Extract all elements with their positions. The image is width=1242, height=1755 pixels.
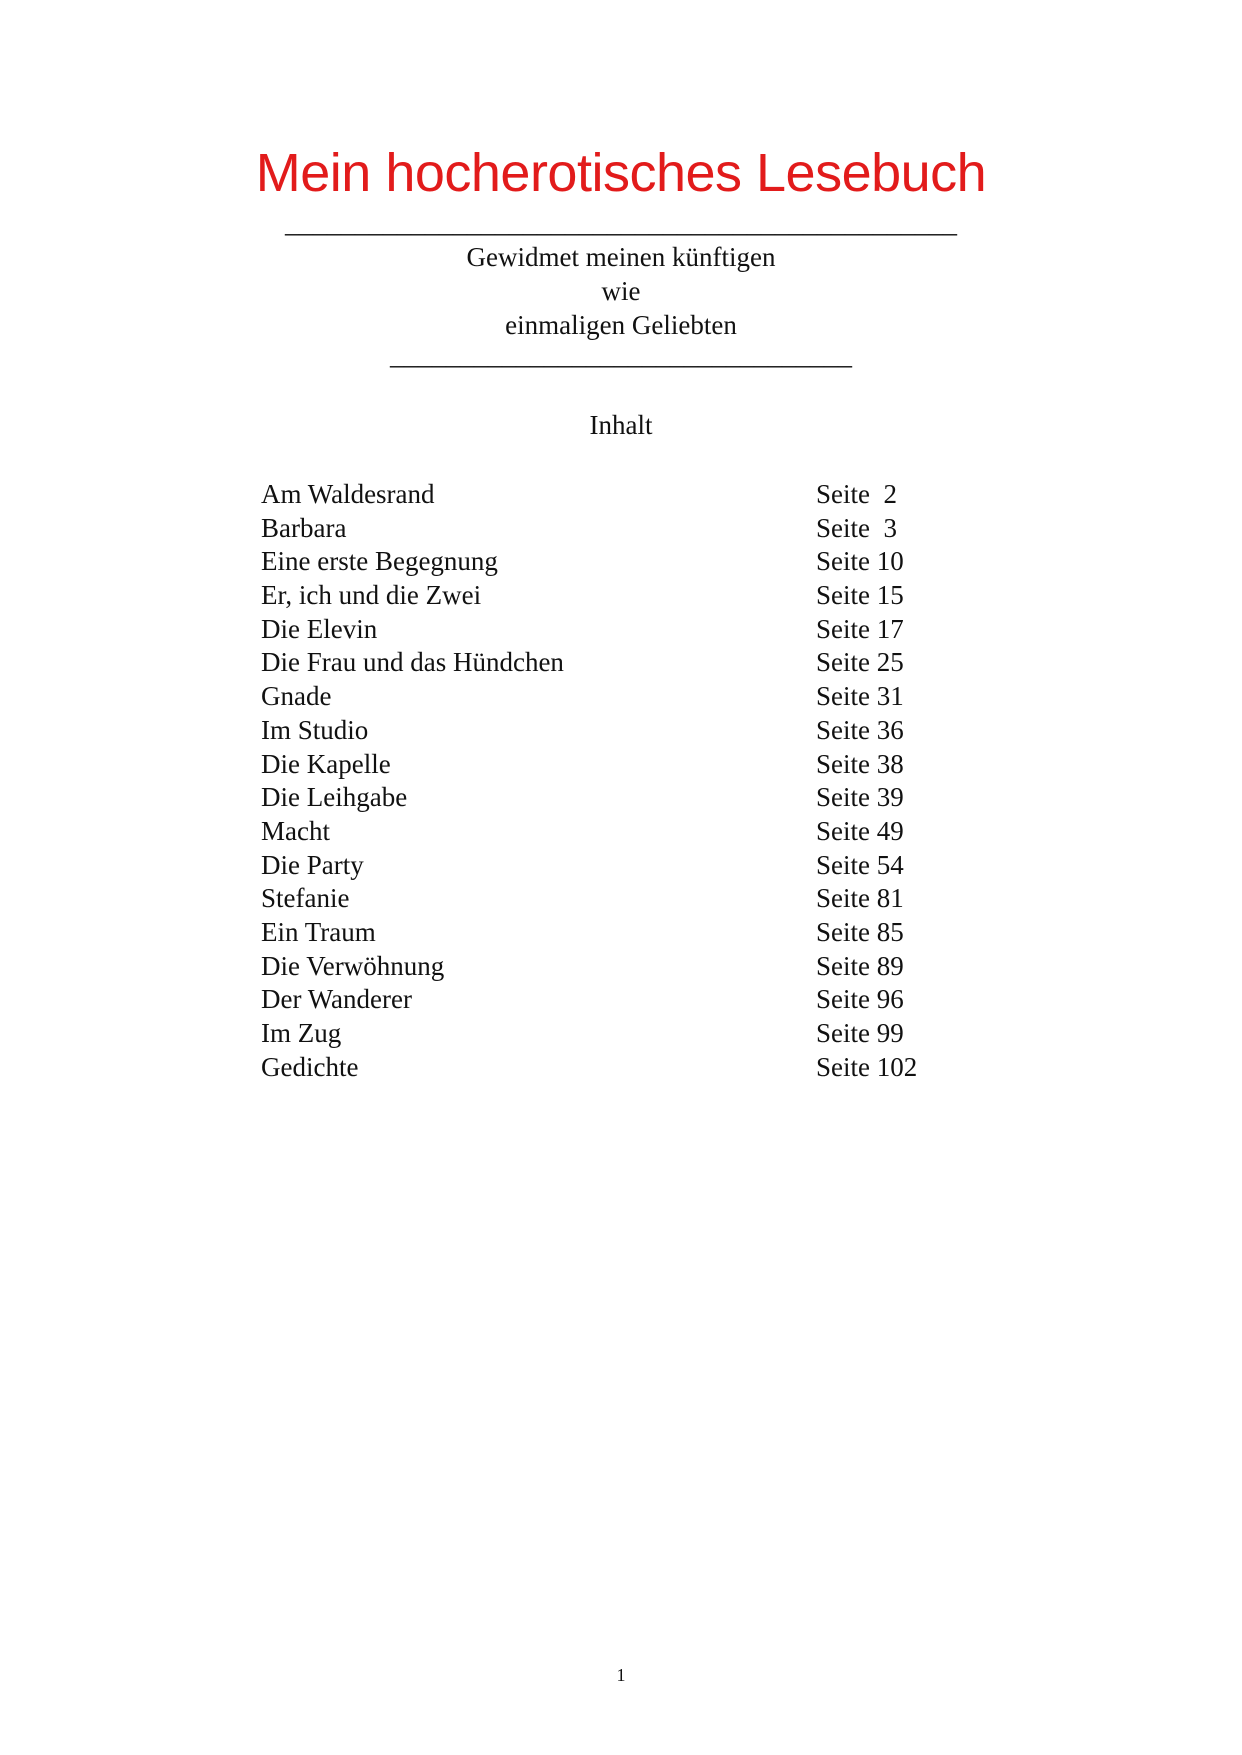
page-number: 1 [616, 1665, 626, 1685]
contents-heading: Inhalt [589, 410, 653, 440]
toc-entry[interactable] [261, 849, 961, 883]
toc-entry[interactable] [261, 983, 961, 1017]
toc-entry-title: Gedichte [261, 1051, 359, 1082]
toc-entry-page: Seite 39 [816, 782, 904, 813]
table-of-contents [261, 478, 961, 1084]
toc-entry[interactable] [261, 748, 961, 782]
toc-entry[interactable] [261, 882, 961, 916]
dedication-line: Gewidmet meinen künftigen [466, 242, 776, 272]
toc-entry-title: Im Studio [261, 714, 369, 745]
toc-entry-page: Seite 2 [816, 479, 897, 509]
toc-entry-title: Am Waldesrand [261, 479, 435, 509]
toc-entry-page: Seite 89 [816, 950, 904, 981]
toc-entry[interactable] [261, 646, 961, 680]
toc-entry-page: Seite 25 [816, 647, 904, 678]
toc-entry-page: Seite 96 [816, 984, 904, 1015]
toc-entry-title: Der Wanderer [261, 984, 412, 1015]
toc-entry[interactable] [261, 815, 961, 849]
toc-entry-page: Seite 102 [816, 1051, 918, 1082]
toc-entry-title: Die Leihgabe [261, 782, 408, 813]
toc-entry-title: Die Frau und das Hündchen [261, 647, 564, 678]
toc-entry-page: Seite 10 [816, 546, 904, 577]
toc-entry-page: Seite 17 [816, 613, 904, 644]
toc-entry-title: Die Party [261, 849, 364, 880]
toc-entry-page: Seite 3 [816, 512, 897, 543]
toc-entry[interactable] [261, 579, 961, 613]
toc-entry[interactable] [261, 680, 961, 714]
toc-entry[interactable] [261, 613, 961, 647]
toc-entry-title: Gnade [261, 681, 332, 712]
toc-entry-title: Die Kapelle [261, 748, 391, 779]
toc-entry-page: Seite 54 [816, 849, 904, 880]
toc-entry[interactable] [261, 950, 961, 984]
toc-entry[interactable] [261, 1017, 961, 1051]
toc-entry[interactable] [261, 512, 961, 546]
toc-entry-title: Im Zug [261, 1018, 342, 1048]
toc-entry[interactable] [261, 545, 961, 579]
toc-entry-page: Seite 85 [816, 916, 904, 947]
toc-entry-page: Seite 36 [816, 714, 904, 745]
toc-entry-page: Seite 38 [816, 748, 904, 779]
toc-entry-page: Seite 15 [816, 580, 904, 611]
toc-entry-title: Stefanie [261, 883, 350, 914]
toc-entry-title: Barbara [261, 512, 347, 543]
toc-entry-page: Seite 31 [816, 681, 904, 712]
toc-entry[interactable] [261, 916, 961, 950]
dedication-line: wie [601, 276, 641, 306]
toc-entry-title: Eine erste Begegnung [261, 546, 498, 577]
toc-entry-title: Macht [261, 815, 330, 846]
toc-entry-page: Seite 81 [816, 883, 904, 914]
toc-entry-title: Er, ich und die Zwei [261, 580, 482, 611]
toc-entry-page: Seite 49 [816, 815, 904, 846]
toc-entry[interactable] [261, 1051, 961, 1085]
toc-entry[interactable] [261, 478, 961, 512]
toc-entry-title: Die Elevin [261, 613, 378, 644]
book-title: Mein hocherotisches Lesebuch [255, 143, 987, 203]
toc-entry-page: Seite 99 [816, 1018, 904, 1048]
toc-entry[interactable] [261, 781, 961, 815]
dedication-line: einmaligen Geliebten [505, 310, 737, 340]
toc-entry-title: Die Verwöhnung [261, 950, 445, 981]
dedication [0, 240, 1242, 342]
toc-entry[interactable] [261, 714, 961, 748]
divider-line-bottom: _________________________________ [390, 342, 852, 370]
divider-line-top: ________________________________________________ [285, 210, 957, 238]
toc-entry-title: Ein Traum [261, 916, 376, 947]
